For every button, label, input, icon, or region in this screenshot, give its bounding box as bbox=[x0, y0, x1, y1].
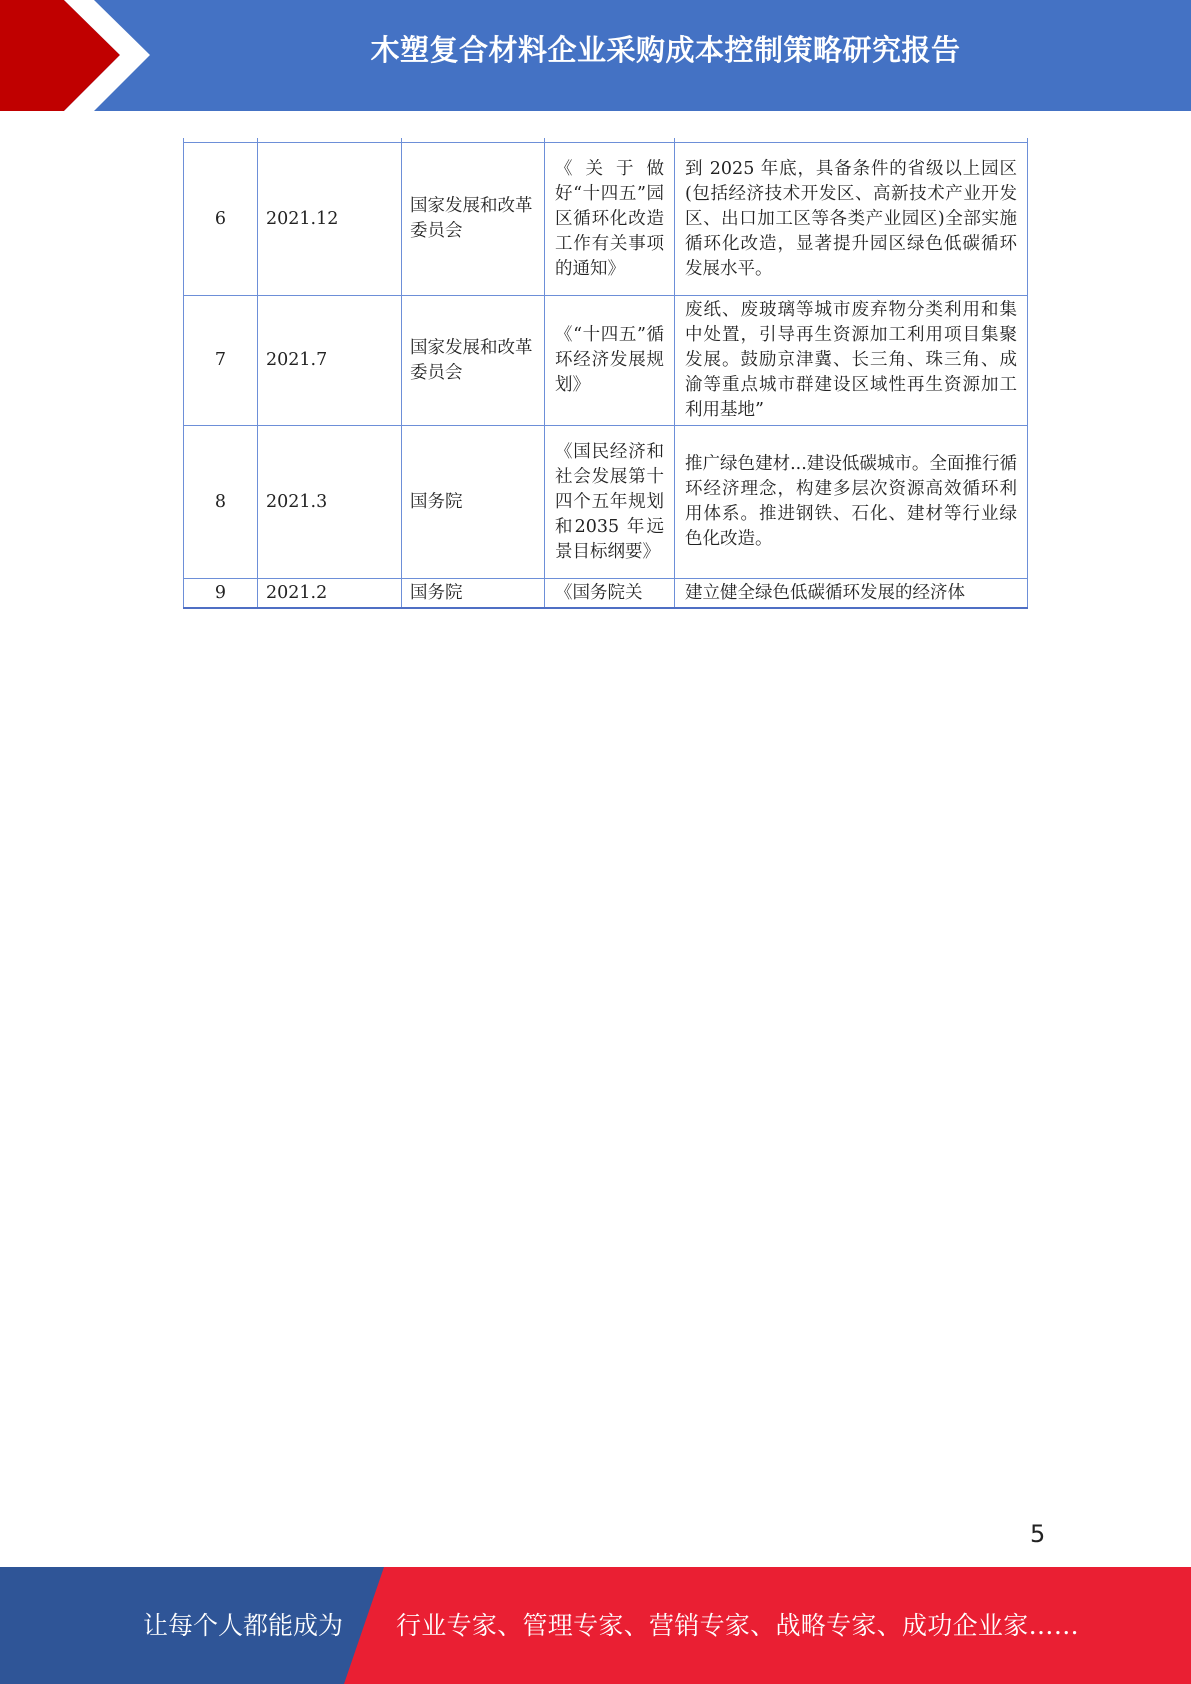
row-number: 7 bbox=[184, 296, 258, 426]
release-date: 2021.12 bbox=[258, 143, 402, 296]
footer-slogan-right: 行业专家、管理专家、营销专家、战略专家、成功企业家…… bbox=[396, 1611, 1080, 1640]
policy-content: 到 2025 年底，具备条件的省级以上园区(包括经济技术开发区、高新技术产业开发区、出口加工区等各类产业园区)全部实施循环化改造，显著提升园区绿色低碳循环发展水平。 bbox=[675, 143, 1028, 296]
policy-content: 推广绿色建材...建设低碳城市。全面推行循环经济理念，构建多层次资源高效循环利用体系。推进钢铁、石化、建材等行业绿色化改造。 bbox=[675, 426, 1028, 579]
footer-slogan-left: 让每个人都能成为 bbox=[143, 1611, 344, 1640]
page-footer bbox=[0, 1567, 1191, 1684]
row-number: 9 bbox=[184, 579, 258, 609]
policy-document: 《关于做好“十四五”园区循环化改造工作有关事项的通知》 bbox=[545, 143, 675, 296]
report-title: 木塑复合材料企业采购成本控制策略研究报告 bbox=[370, 33, 961, 67]
row-number: 6 bbox=[184, 143, 258, 296]
issuing-agency: 国家发展和改革委员会 bbox=[402, 143, 545, 296]
policy-content: 废纸、废玻璃等城市废弃物分类利用和集中处置，引导再生资源加工利用项目集聚发展。鼓励京津冀、长三角、珠三角、成渝等重点城市群建设区域性再生资源加工利用基地” bbox=[675, 296, 1028, 426]
table-row bbox=[184, 579, 1028, 609]
release-date: 2021.2 bbox=[258, 579, 402, 609]
table-row bbox=[184, 426, 1028, 579]
policy-document: 《国民经济和社会发展第十四个五年规划和2035 年远景目标纲要》 bbox=[545, 426, 675, 579]
issuing-agency: 国务院 bbox=[402, 579, 545, 609]
issuing-agency: 国家发展和改革委员会 bbox=[402, 296, 545, 426]
policy-document: 《“十四五”循环经济发展规划》 bbox=[545, 296, 675, 426]
table-row bbox=[184, 143, 1028, 296]
policy-content: 建立健全绿色低碳循环发展的经济体 bbox=[675, 579, 1028, 609]
page-number: 5 bbox=[1030, 1520, 1046, 1548]
issuing-agency: 国务院 bbox=[402, 426, 545, 579]
policy-table bbox=[183, 138, 1028, 609]
row-number: 8 bbox=[184, 426, 258, 579]
release-date: 2021.7 bbox=[258, 296, 402, 426]
page-header bbox=[0, 0, 1191, 111]
header-chevron-decoration bbox=[0, 0, 160, 111]
policy-document: 《国务院关 bbox=[545, 579, 675, 609]
release-date: 2021.3 bbox=[258, 426, 402, 579]
table-row bbox=[184, 296, 1028, 426]
